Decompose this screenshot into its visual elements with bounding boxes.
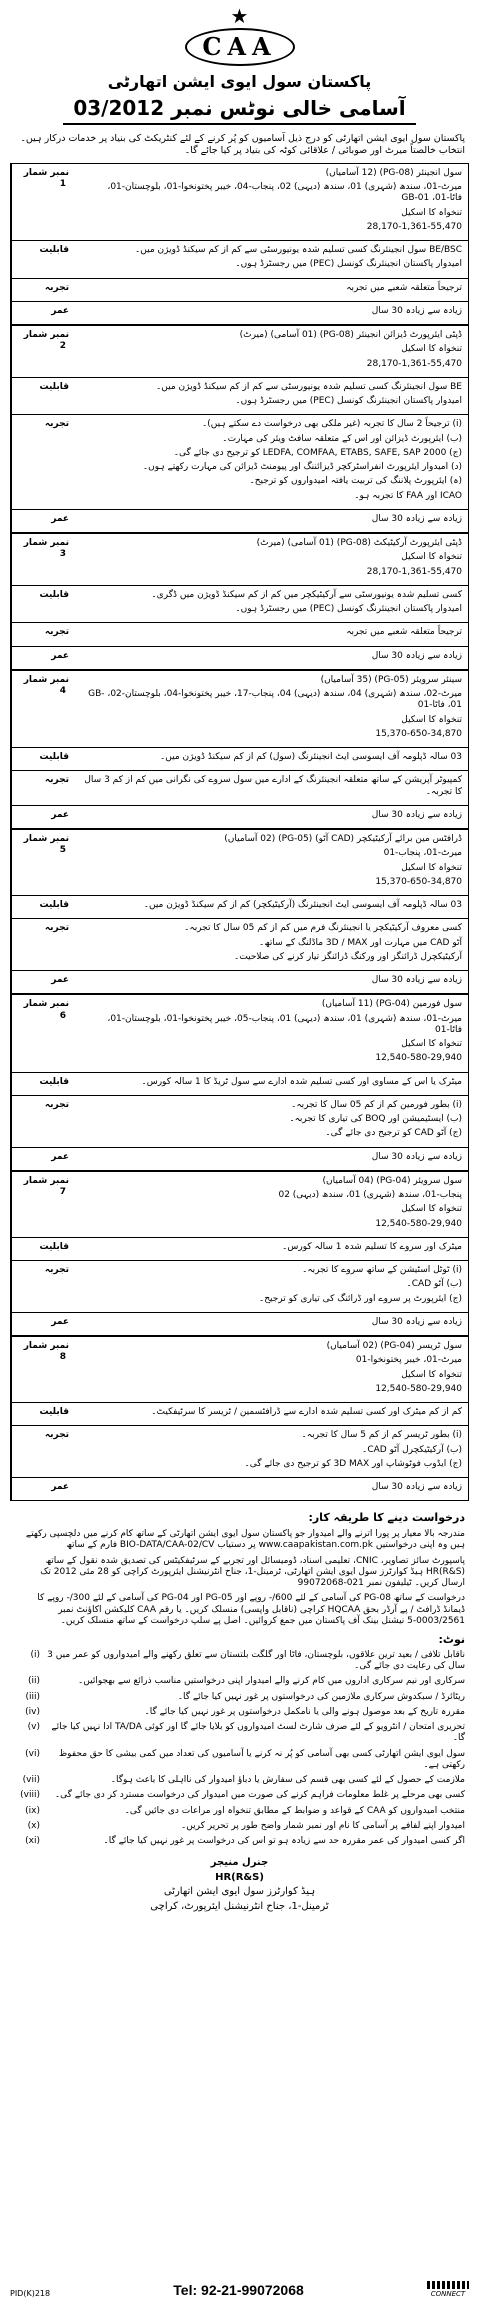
note-marker: (iv): [25, 1706, 40, 1717]
age-row-value: [73, 1478, 468, 1500]
age-row: [11, 647, 468, 671]
connect-bars-icon: [427, 2281, 469, 2289]
age-row-line: زیادہ سے زیادہ 30 سال: [371, 975, 462, 985]
note-item: [14, 1707, 465, 1718]
age-row-value: [73, 1148, 468, 1170]
post-row-line: میرٹ-01، سندھ (شہری) 01، سندھ (دیہی) 01، پنجاب-05، خیبر پختونخوا-01، بلوچستان-01، فاٹا-01: [107, 1013, 462, 1035]
post-row-line: میرٹ-02، سندھ (شہری) 04، سندھ (دیہی) 04، پنجاب-17، خیبر پختونخوا-04، بلوچستان-02، GB-01، فاٹا-01: [88, 689, 462, 711]
qualification-row-line: امیدوار پاکستان انجینئرنگ کونسل (PEC) میں رجسٹرڈ ہوں۔: [235, 396, 462, 406]
age-row: [11, 1313, 468, 1337]
note-text: اگر کسی امیدوار کی عمر مقررہ حد سے زیادہ ہو تو اس کی درخواست پر غور نہیں کیا جائے گا۔: [103, 1836, 465, 1846]
apply-paragraph-3: درخواست کے ساتھ PG-08 کی آسامی کے لئے 600/- روپے اور PG-05 اور PG-04 کی آسامی کے لئے 300/- روپے کا ڈیمانڈ ڈرافٹ / پے آرڈر بحق HQCAA کراچی (ناقابل واپسی) منسلک کریں۔ یا رقم CAA کلیکشن اکاؤنٹ نمبر 0003/2561-5 نیشنل بینک آف پاکستان میں جمع کروائیں۔ اصل پے سلپ درخواست کے ساتھ منسلک کریں۔: [37, 1593, 465, 1626]
post-row-line: 12,540-580-29,940: [375, 1053, 462, 1064]
sign-address: ٹرمینل-1، جناح انٹرنیشنل ایئرپورٹ، کراچی: [150, 1900, 329, 1912]
experience-row-line: (ج) آٹو CAD کو ترجیح دی جائے گی۔: [325, 1128, 462, 1139]
note-item: [14, 1676, 465, 1687]
note-marker: (i): [30, 1649, 40, 1660]
qualification-row-label: قابلیت: [11, 1073, 73, 1095]
post-row-line: ڈرافٹس مین برائے آرکیٹیکچر (CAD آٹو) (PG-05) (02 آسامیاں): [224, 834, 462, 844]
age-row-line: زیادہ سے زیادہ 30 سال: [371, 305, 462, 316]
post-row-line: سول سرویئر (PG-04) (04 آسامیاں): [322, 1175, 462, 1186]
qualification-row-line: 03 سالہ ڈپلومہ آف ایسوسی ایٹ انجینئرنگ (سول) کم از کم سیکنڈ ڈویژن میں۔: [160, 752, 462, 762]
note-item: [14, 1650, 465, 1673]
qualification-row-line: BE/BSC سول انجینئرنگ کسی تسلیم شدہ یونیورسٹی سے کم از کم سیکنڈ ڈویژن میں۔: [135, 245, 462, 255]
experience-row-line: (i) بطور ٹریسر کم از کم 5 سال کا تجربہ۔: [301, 1430, 462, 1441]
note-text: مقررہ تاریخ کے بعد موصول ہونے والی یا نامکمل درخواستوں پر غور نہیں کیا جائے گا۔: [144, 1706, 465, 1717]
note-item: [14, 1749, 465, 1772]
post-row-value: [73, 164, 468, 240]
experience-row-label: تجربہ: [11, 1426, 73, 1477]
post-row-line: تنخواہ کا اسکیل: [401, 1369, 462, 1380]
experience-row-label: تجربہ: [11, 279, 73, 301]
experience-row-value: [73, 1426, 468, 1477]
experience-row-line: (i) ترجیحاً 2 سال کا تجربہ (غیر ملکی بھی درخواست دے سکتے ہیں)۔: [201, 419, 462, 430]
post-row-line: 15,370-650-34,870: [375, 728, 462, 739]
post-row-value: [73, 326, 468, 377]
post-row-label: نمبر شمار 8: [11, 1337, 73, 1402]
post-row-line: میرٹ-01، پنجاب-01: [383, 848, 462, 859]
post-row-label: نمبر شمار 1: [11, 164, 73, 240]
age-row-label: عمر: [11, 647, 73, 669]
note-text: ملازمت کے حصول کے لئے کسی بھی قسم کی سفارش یا دباؤ امیدوار کی نااہلی کا باعث ہوگا۔: [110, 1775, 465, 1785]
qualification-row-value: [73, 1073, 468, 1095]
age-row-line: زیادہ سے زیادہ 30 سال: [371, 1482, 462, 1492]
experience-row: [11, 279, 468, 302]
experience-row-label: تجربہ: [11, 1261, 73, 1312]
post-row-value: [73, 995, 468, 1071]
age-row-label: عمر: [11, 1148, 73, 1170]
apply-paragraph-2: پاسپورٹ سائز تصاویر، CNIC، تعلیمی اسناد، ڈومیسائل اور تجربے کے سرٹیفکیٹس کی تصدیق شدہ نقول کے ساتھ HR(R&S) ہیڈ کوارٹرز سول ایوی ایشن اتھارٹی، ٹرمینل-1، جناح انٹرنیشنل ایئرپورٹ کراچی کو 28 مئی 2012 تک ارسال کریں۔ ٹیلیفون نمبر 021-99072068: [40, 1555, 465, 1588]
experience-row: [11, 415, 468, 510]
experience-row-line: (i) بطور فورمین کم از کم 05 سال کا تجربہ۔: [291, 1099, 462, 1110]
note-text: ریٹائرڈ / سبکدوش سرکاری ملازمین کی درخواستوں پر غور نہیں کیا جائے گا۔: [177, 1691, 465, 1702]
caa-logo-text: CAA: [202, 32, 277, 61]
note-marker: (ix): [25, 1805, 40, 1816]
note-text: منتخب امیدواروں کو CAA کے قواعد و ضوابط کے مطابق تنخواہ اور مراعات دی جائیں گی۔: [124, 1805, 465, 1816]
sign-department: HR(R&S): [215, 1871, 264, 1883]
qualification-row-line: 03 سالہ ڈپلومہ آف ایسوسی ایٹ انجینئرنگ (آرکیٹیکچر) کم از کم سیکنڈ ڈویژن میں۔: [143, 900, 462, 910]
post-row-label: نمبر شمار 7: [11, 1172, 73, 1237]
note-text: تحریری امتحان / انٹرویو کے لئے صرف شارٹ لسٹ امیدواروں کو بلایا جائے گا اور کوئی TA/DA ادا نہیں کیا جائے گا۔: [51, 1722, 465, 1744]
age-row-line: زیادہ سے زیادہ 30 سال: [371, 1151, 462, 1162]
post-row-label: نمبر شمار 6: [11, 995, 73, 1071]
note-text: کسی بھی مرحلے پر غلط معلومات فراہم کرنے کی صورت میں امیدوار کی درخواست مسترد کر دی جائے گی۔: [54, 1790, 465, 1801]
post-row-line: سول فورمین (PG-04) (11 آسامیاں): [321, 999, 462, 1010]
post-row-line: 15,370-650-34,870: [375, 876, 462, 887]
star-icon: ★: [230, 4, 249, 28]
experience-row: [11, 1426, 468, 1478]
experience-row-line: ترجیحاً متعلقہ شعبے میں تجربہ: [346, 282, 462, 293]
qualification-row-line: BE سول انجینئرنگ کسی تسلیم شدہ یونیورسٹی سے کم از کم سیکنڈ ڈویژن میں۔: [156, 381, 462, 392]
age-row-value: [73, 510, 468, 532]
qualification-row-line: کم از کم میٹرک اور کسی تسلیم شدہ ادارے سے ڈرافٹسمین / ٹریسر کا سرٹیفکیٹ۔: [151, 1407, 462, 1417]
post-number: 6: [59, 1010, 66, 1021]
post-number: 1: [59, 179, 66, 189]
qualification-row-line: میٹرک یا اس کے مساوی اور کسی تسلیم شدہ ادارے سے سول ٹریڈ کا 1 سالہ کورس۔: [141, 1076, 462, 1087]
experience-row-line: (ب) آرکیٹیکچرل آٹو CAD۔: [362, 1444, 462, 1455]
note-item: [14, 1722, 465, 1745]
age-row-line: زیادہ سے زیادہ 30 سال: [371, 1316, 462, 1327]
post-number: 5: [59, 845, 66, 856]
experience-row-line: (ب) ایسٹیمیشن اور BOQ کی تیاری کا تجربہ۔: [289, 1114, 462, 1124]
post-row-label: نمبر شمار 5: [11, 830, 73, 895]
experience-row-line: (i) ٹوٹل اسٹیشن کے ساتھ سروے کا تجربہ۔: [302, 1265, 462, 1275]
post-number: 4: [59, 686, 66, 696]
age-row: [11, 1478, 468, 1500]
experience-row-label: تجربہ: [11, 919, 73, 970]
age-row-value: [73, 302, 468, 324]
experience-row: [11, 1096, 468, 1148]
post-row-label: نمبر شمار 3: [11, 534, 73, 585]
post-row: [11, 1337, 468, 1403]
post-row-line: ڈپٹی ایئرپورٹ آرکیٹیکٹ (PG-08) (01 آسامی) (میرٹ): [256, 538, 462, 548]
experience-row-line: ICAO اور FAA کا تجربہ ہو۔: [354, 490, 462, 501]
note-item: [14, 1806, 465, 1817]
apply-title: درخواست دینے کا طریقہ کار:: [308, 1511, 465, 1525]
post-row-line: تنخواہ کا اسکیل: [401, 207, 462, 218]
note-text: امیدوار اپنے لفافے پر آسامی کا نام اور نمبر شمار واضح طور پر تحریر کریں۔: [180, 1820, 465, 1831]
age-row: [11, 971, 468, 995]
note-marker: (xi): [25, 1836, 40, 1846]
post-row-line: 12,540-580-29,940: [375, 1218, 462, 1229]
age-row: [11, 1148, 468, 1172]
note-text: سرکاری اور نیم سرکاری اداروں میں کام کرنے والے امیدوار اپنی درخواستیں مناسب ذرائع سے بھجوائیں۔: [78, 1676, 465, 1687]
post-row-value: [73, 830, 468, 895]
age-row-value: [73, 806, 468, 828]
experience-row-line: آرکیٹیکچرل ڈرائنگز اور ورکنگ ڈرائنگز تیار کرنے کی صلاحیت۔: [234, 951, 462, 962]
experience-row-line: کمپیوٹر آپریشن کے ساتھ متعلقہ انجینئرنگ کے ادارے میں سول سروے کی نگرانی میں کم از کم 3 سال کا تجربہ۔: [84, 775, 462, 797]
pid-code: PID(K)218: [10, 2289, 51, 2298]
experience-row: [11, 623, 468, 646]
age-row: [11, 510, 468, 534]
post-row-line: 28,170-1,361-55,470: [366, 566, 462, 577]
experience-row-line: (ب) ایئرپورٹ ڈیزائن اور اس کے متعلقہ سافٹ ویئر کی مہارت۔: [222, 433, 462, 444]
apply-paragraph-1: مندرجہ بالا معیار پر پورا اترنے والے امیدوار جو پاکستان سول ایوی ایشن اتھارٹی کے ساتھ کام کرنے میں دلچسپی رکھتے ہیں وہ اپنی درخواستیں www.caapakistan.com.pk پر دستیاب BIO-DATA/CAA-02/CV فارم کے ساتھ: [25, 1529, 465, 1551]
post-row-value: [73, 1337, 468, 1402]
post-number: 2: [59, 341, 66, 352]
age-row-label: عمر: [11, 971, 73, 993]
post-row: [11, 671, 468, 748]
note-marker: (vii): [22, 1775, 40, 1785]
post-row: [11, 995, 468, 1072]
note-text: ناقابل تلافی / بعید ترین علاقوں، بلوچستان، فاٹا اور گلگت بلتستان سے تعلق رکھنے والے امیدواروں کو عمر میں 3 سال کی رعایت دی جائے گی۔: [47, 1649, 465, 1671]
post-row: [11, 164, 468, 241]
posts-table: [10, 163, 469, 1502]
post-row-line: میرٹ-01، سندھ (شہری) 01، سندھ (دیہی) 02، پنجاب-04، خیبر پختونخوا-01، بلوچستان-01، فاٹا-01، GB-01: [107, 182, 462, 204]
experience-row-value: [73, 919, 468, 970]
experience-row-line: کسی معروف آرکیٹیکچر یا انجینئرنگ فرم میں کم از کم 05 سال کا تجربہ۔: [184, 923, 462, 934]
qualification-row-label: قابلیت: [11, 378, 73, 415]
qualification-row-label: قابلیت: [11, 1238, 73, 1260]
experience-row-line: (د) امیدوار ایئرپورٹ انفراسٹرکچر ڈیزائننگ اور پیومنٹ ڈیزائن کی مہارت رکھتے ہوں۔: [142, 462, 462, 472]
notes-title: نوٹ:: [438, 1633, 465, 1646]
qualification-row-label: قابلیت: [11, 586, 73, 623]
qualification-row-label: قابلیت: [11, 896, 73, 918]
post-row-line: سول انجینئر (PG-08) (12 آسامیاں): [325, 167, 462, 178]
note-marker: (viii): [20, 1790, 40, 1801]
age-row-label: عمر: [11, 302, 73, 324]
post-row: [11, 534, 468, 586]
how-to-apply: [10, 1511, 469, 1627]
post-row-value: [73, 534, 468, 585]
post-row-line: تنخواہ کا اسکیل: [401, 714, 462, 725]
qualification-row: [11, 378, 468, 416]
qualification-row-label: قابلیت: [11, 241, 73, 278]
sign-designation: جنرل منیجر: [210, 1857, 269, 1869]
age-row-value: [73, 971, 468, 993]
note-marker: (vi): [25, 1748, 40, 1759]
post-row-line: تنخواہ کا اسکیل: [401, 344, 462, 355]
qualification-row: [11, 241, 468, 279]
notice-title: آسامی خالی نوٹس نمبر 03/2012: [63, 96, 415, 125]
post-row-label: نمبر شمار 2: [11, 326, 73, 377]
post-number: 7: [59, 1187, 66, 1197]
post-row-line: سینئر سرویئر (PG-05) (35 آسامیاں): [320, 674, 462, 685]
notes-list: [14, 1650, 465, 1848]
age-row-line: زیادہ سے زیادہ 30 سال: [371, 513, 462, 524]
post-row-line: تنخواہ کا اسکیل: [401, 552, 462, 563]
sign-office: ہیڈ کوارٹرز سول ایوی ایشن اتھارٹی: [163, 1886, 316, 1898]
note-item: [14, 1692, 465, 1703]
signature-block: [10, 1857, 469, 1913]
experience-row-value: [73, 415, 468, 509]
experience-row-value: [73, 1096, 468, 1147]
experience-row: [11, 919, 468, 971]
note-text: سول ایوی ایشن اتھارٹی کسی بھی آسامی کو پُر نہ کرنے یا آسامیوں کی تعداد میں کمی بیشی کا حق محفوظ رکھتی ہے۔: [58, 1748, 465, 1770]
header: [10, 0, 469, 125]
experience-row-line: ترجیحاً متعلقہ شعبے میں تجربہ: [346, 627, 462, 638]
post-row-value: [73, 671, 468, 747]
experience-row-line: (ہ) ایئرپورٹ پلاننگ کی تربیت یافتہ امیدواروں کو ترجیح۔: [249, 476, 462, 487]
experience-row-label: تجربہ: [11, 1096, 73, 1147]
qualification-row: [11, 586, 468, 624]
post-number: 3: [59, 549, 66, 560]
telephone-number: Tel: 92-21-99072068: [173, 2281, 304, 2298]
qualification-row: [11, 1403, 468, 1426]
note-marker: (v): [27, 1722, 40, 1732]
post-row-line: پنجاب-01، سندھ (شہری) 01، سندھ (دیہی) 02: [278, 1190, 462, 1200]
post-row: [11, 1172, 468, 1238]
age-row: [11, 806, 468, 830]
qualification-row-value: [73, 586, 468, 623]
qualification-row-value: [73, 1238, 468, 1260]
post-row-line: 28,170-1,361-55,470: [366, 221, 462, 232]
qualification-row-line: میٹرک اور سروے کا تسلیم شدہ 1 سالہ کورس۔: [282, 1241, 462, 1252]
post-row-value: [73, 1172, 468, 1237]
qualification-row-line: کسی تسلیم شدہ یونیورسٹی سے آرکیٹیکچر میں کم از کم سیکنڈ ڈویژن میں ڈگری۔: [151, 589, 462, 600]
age-row-label: عمر: [11, 510, 73, 532]
age-row-line: زیادہ سے زیادہ 30 سال: [371, 650, 462, 661]
experience-row-label: تجربہ: [11, 771, 73, 805]
website-link[interactable]: www.caapakistan.com.pk: [258, 1540, 373, 1551]
age-row: [11, 302, 468, 326]
post-row-line: میرٹ-01، خیبر پختونخوا-01: [355, 1355, 462, 1366]
note-item: [14, 1821, 465, 1832]
qualification-row-value: [73, 748, 468, 770]
note-marker: (ii): [27, 1676, 40, 1687]
experience-row-label: تجربہ: [11, 623, 73, 645]
intro-paragraph: پاکستان سول ایوی ایشن اتھارٹی کو درج ذیل آسامیوں کو پُر کرنے کے لئے کنٹریکٹ کی بنیاد پر خدمات درکار ہیں۔ انتخاب خالصتاً میرٹ اور صوبائی / علاقائی کوٹہ کی بنیاد پر کیا جائے گا۔: [20, 133, 465, 156]
post-row-line: ڈپٹی ایئرپورٹ ڈیزائن انجینئر (PG-08) (01 آسامی) (میرٹ): [239, 330, 462, 340]
qualification-row-value: [73, 1403, 468, 1425]
experience-row-value: [73, 1261, 468, 1312]
qualification-row-line: امیدوار پاکستان انجینئرنگ کونسل (PEC) میں رجسٹرڈ ہوں۔: [235, 259, 462, 270]
experience-row-line: (ج) ایئرپورٹ پر سروے اور ڈرائنگ کی تیاری کو ترجیح۔: [258, 1293, 462, 1304]
age-row-label: عمر: [11, 1313, 73, 1335]
post-row: [11, 326, 468, 378]
experience-row-line: (ب) آٹو CAD۔: [406, 1279, 462, 1290]
post-row-label: نمبر شمار 4: [11, 671, 73, 747]
age-row-value: [73, 647, 468, 669]
note-item: [14, 1790, 465, 1801]
experience-row-label: تجربہ: [11, 415, 73, 509]
post-row-line: 28,170-1,361-55,470: [366, 358, 462, 369]
qualification-row-value: [73, 241, 468, 278]
experience-row: [11, 1261, 468, 1313]
post-number: 8: [59, 1352, 66, 1363]
post-row-line: تنخواہ کا اسکیل: [401, 1204, 462, 1215]
authority-title: پاکستان سول ایوی ایشن اتھارٹی: [107, 72, 372, 91]
qualification-row-label: قابلیت: [11, 1403, 73, 1425]
experience-row-value: [73, 623, 468, 645]
qualification-row-label: قابلیت: [11, 748, 73, 770]
experience-row-line: (ج) ایڈوب فوٹوشاپ اور 3D MAX کو ترجیح دی جائے گی۔: [244, 1458, 462, 1469]
experience-row: [11, 771, 468, 806]
post-row-line: سول ٹریسر (PG-04) (02 آسامیاں): [326, 1341, 462, 1351]
qualification-row-value: [73, 378, 468, 415]
age-row-label: عمر: [11, 806, 73, 828]
experience-row-line: آٹو CAD میں مہارت اور 3D / MAX ماڈلنگ کے ساتھ۔: [258, 937, 462, 948]
qualification-row-value: [73, 896, 468, 918]
qualification-row: [11, 896, 468, 919]
qualification-row: [11, 1073, 468, 1096]
qualification-row: [11, 1238, 468, 1261]
footer: [0, 2281, 479, 2299]
note-marker: (iii): [25, 1691, 40, 1702]
post-row-line: تنخواہ کا اسکیل: [401, 862, 462, 873]
age-row-label: عمر: [11, 1478, 73, 1500]
post-row: [11, 830, 468, 896]
post-row-line: 12,540-580-29,940: [375, 1383, 462, 1394]
post-row-line: تنخواہ کا اسکیل: [401, 1039, 462, 1049]
age-row-value: [73, 1313, 468, 1335]
note-item: [14, 1775, 465, 1786]
connect-logo: CONNECT: [427, 2281, 469, 2299]
experience-row-value: [73, 771, 468, 805]
qualification-row: [11, 748, 468, 771]
caa-logo: [185, 28, 295, 66]
note-marker: (x): [27, 1820, 40, 1831]
age-row-line: زیادہ سے زیادہ 30 سال: [371, 809, 462, 820]
note-item: [14, 1836, 465, 1847]
qualification-row-line: امیدوار پاکستان انجینئرنگ کونسل (PEC) میں رجسٹرڈ ہوں۔: [235, 604, 462, 614]
experience-row-value: [73, 279, 468, 301]
experience-row-line: (ج) LEDFA, COMFAA, ETABS, SAFE, SAP 2000 کو ترجیح دی جائے گی۔: [173, 447, 462, 458]
